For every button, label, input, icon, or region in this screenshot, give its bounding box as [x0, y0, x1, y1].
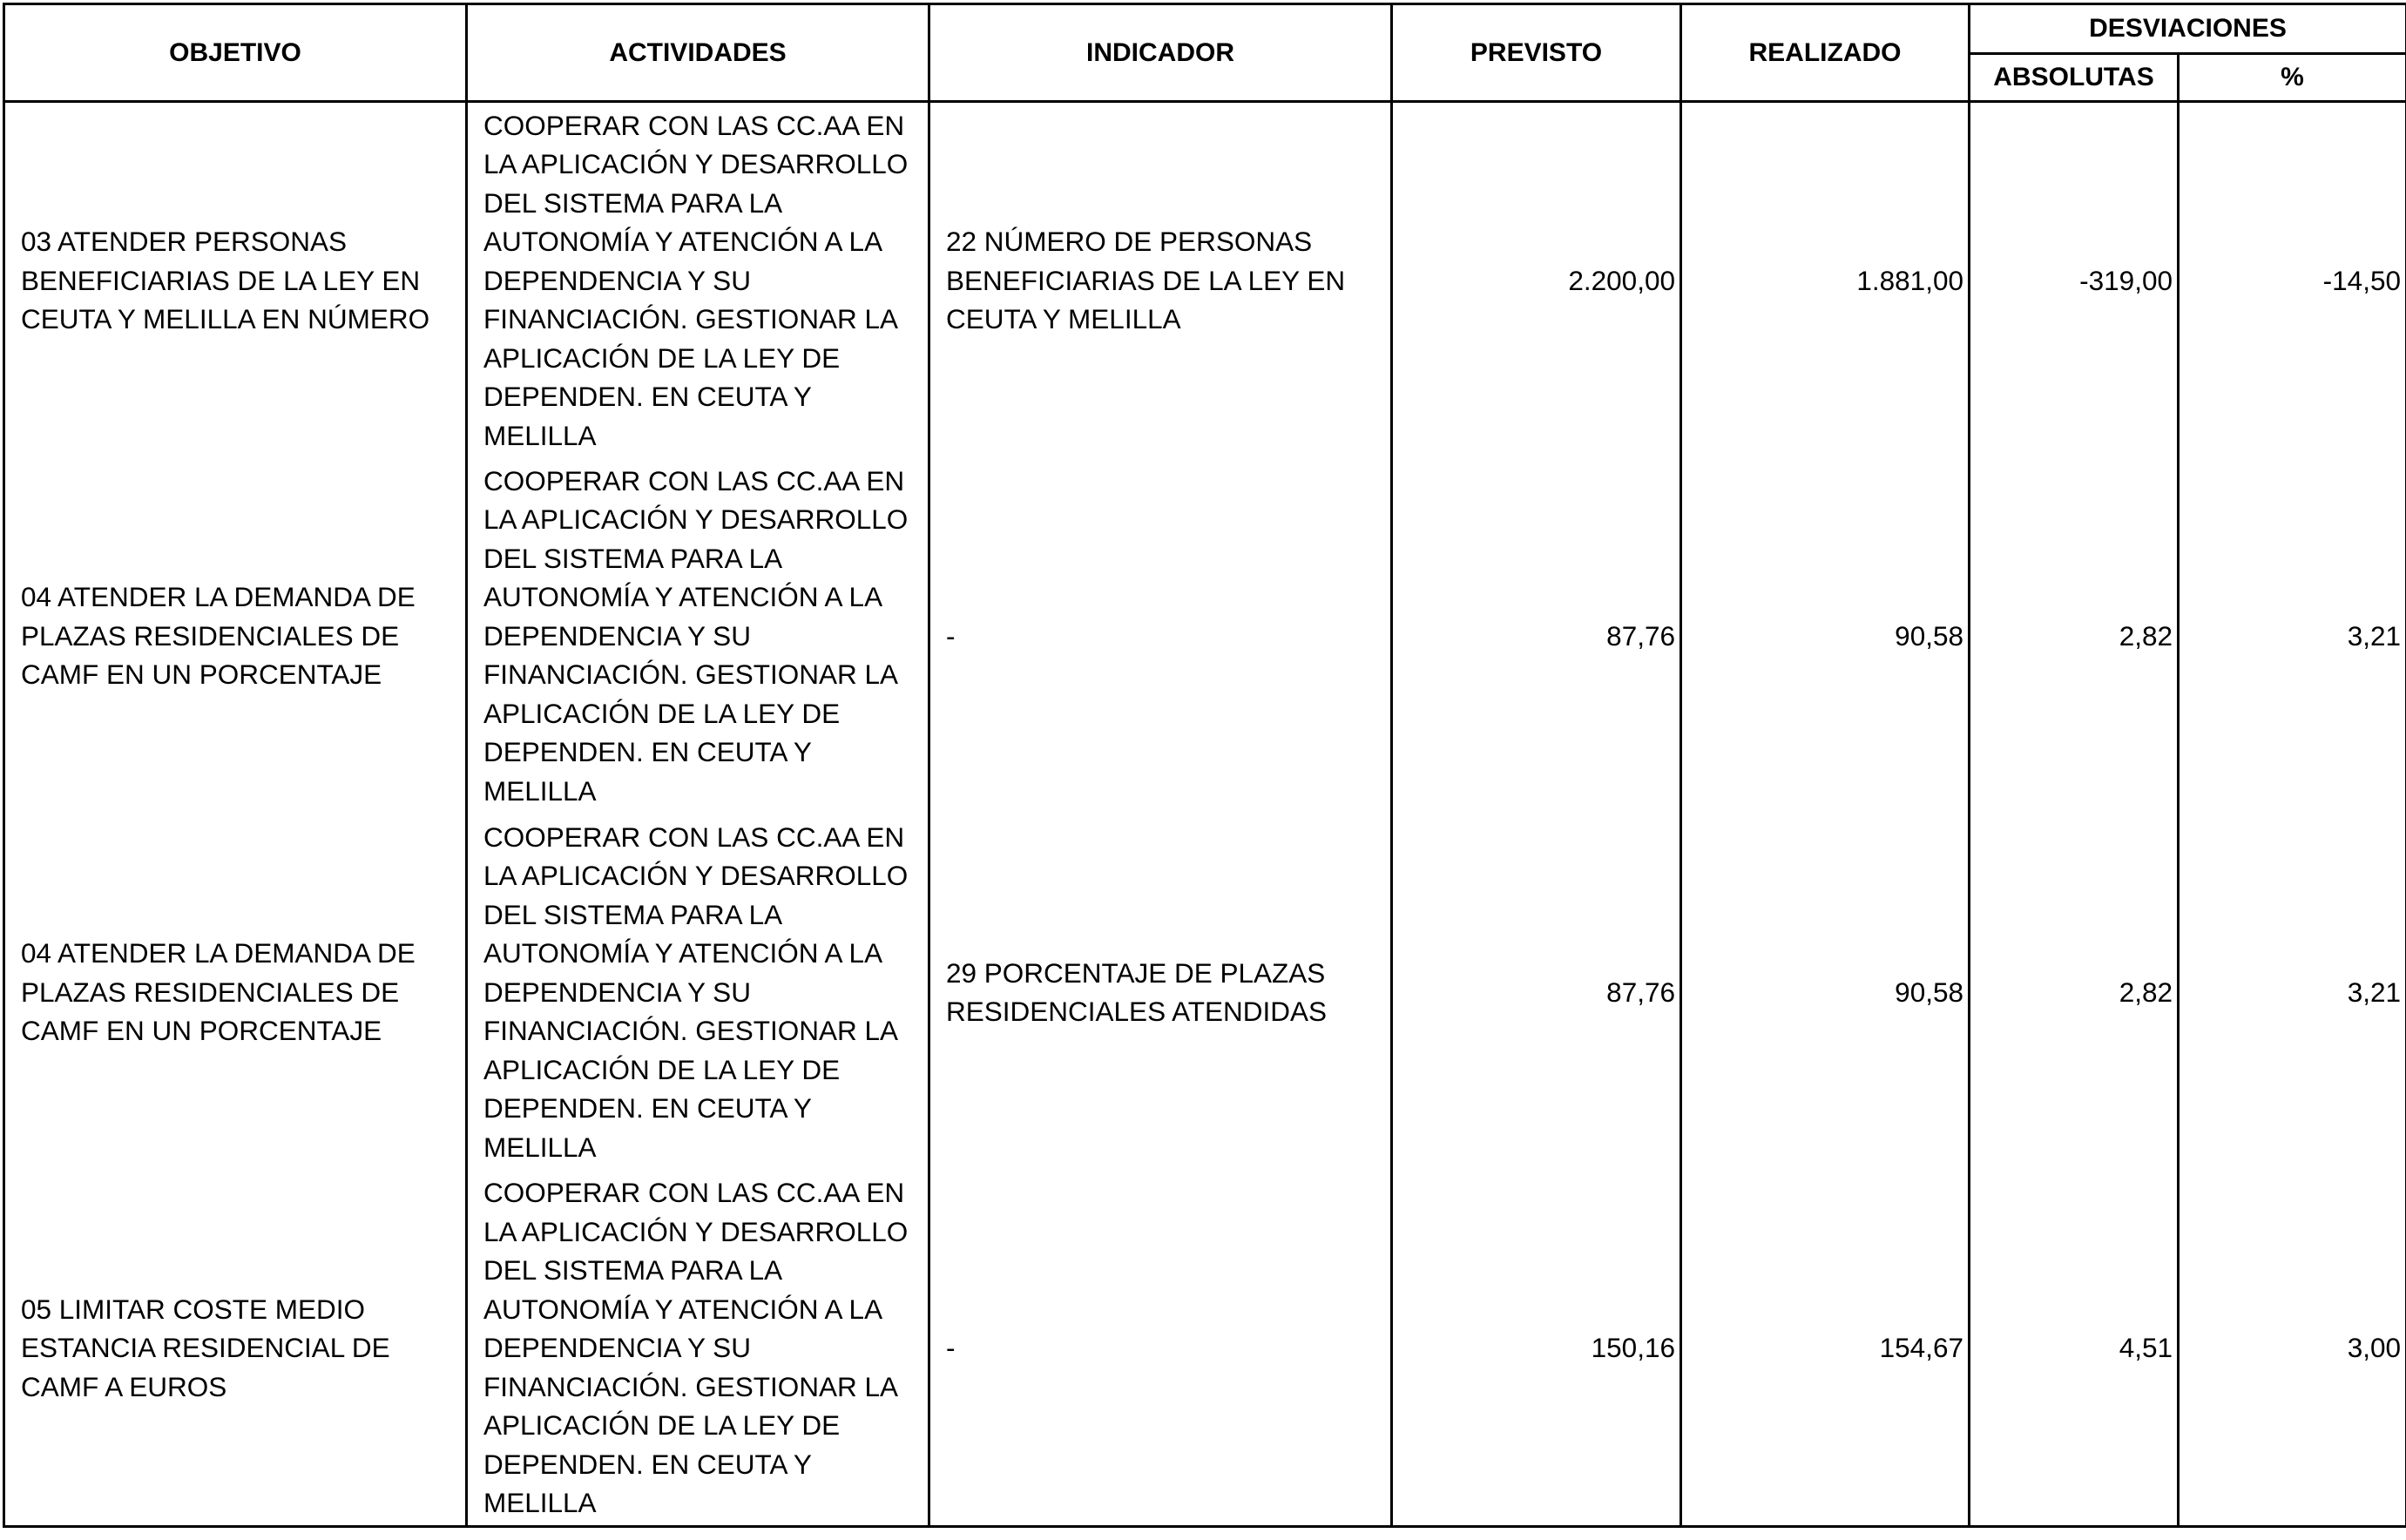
cell-objetivo: [4, 458, 467, 814]
cell-actividades: [467, 1171, 929, 1527]
cell-text-line: DEPENDEN. EN CEUTA Y: [483, 736, 812, 768]
cell-text-line: COOPERAR CON LAS CC.AA EN: [483, 109, 905, 141]
cell-text-line: AUTONOMÍA Y ATENCIÓN A LA: [483, 226, 883, 257]
cell-text-line: AUTONOMÍA Y ATENCIÓN A LA: [483, 581, 883, 613]
cell-absolutas: 2,82: [1970, 458, 2179, 814]
cell-text-line: FINANCIACIÓN. GESTIONAR LA: [483, 1015, 899, 1047]
cell-text-line: RESIDENCIALES ATENDIDAS: [946, 996, 1328, 1027]
cell-objetivo: [4, 814, 467, 1171]
cell-text-line: CAMF A EUROS: [21, 1370, 227, 1402]
cell-text-line: 03 ATENDER PERSONAS: [21, 226, 348, 257]
cell-text-line: 22 NÚMERO DE PERSONAS: [946, 226, 1313, 257]
cell-text-line: CEUTA Y MELILLA: [946, 303, 1181, 334]
cell-porcentaje: 3,00: [2179, 1171, 2406, 1527]
cell-indicador: [929, 814, 1392, 1171]
cell-objetivo: [4, 1171, 467, 1527]
cell-text-line: MELILLA: [483, 774, 597, 807]
header-objetivo: OBJETIVO: [4, 4, 467, 102]
cell-text-line: ESTANCIA RESIDENCIAL DE: [21, 1332, 390, 1363]
cell-realizado: 90,58: [1681, 458, 1970, 814]
header-indicador: INDICADOR: [929, 4, 1392, 102]
cell-text-line: LA APLICACIÓN Y DESARROLLO: [483, 1215, 909, 1247]
cell-text-line: PLAZAS RESIDENCIALES DE: [21, 976, 400, 1008]
cell-text-line: COOPERAR CON LAS CC.AA EN: [483, 464, 905, 496]
cell-text-line: LA APLICACIÓN Y DESARROLLO: [483, 503, 909, 536]
cell-text-line: AUTONOMÍA Y ATENCIÓN A LA: [483, 937, 883, 969]
header-previsto: PREVISTO: [1392, 4, 1681, 102]
cell-text-line: DEL SISTEMA PARA LA: [483, 542, 783, 574]
cell-text-line: MELILLA: [483, 419, 597, 451]
cell-text-line: DEPENDENCIA Y SU: [483, 264, 751, 296]
cell-text-line: 04 ATENDER LA DEMANDA DE: [21, 581, 416, 613]
cell-text-line: MELILLA: [483, 1487, 597, 1518]
cell-previsto: 87,76: [1392, 814, 1681, 1171]
cell-realizado: 90,58: [1681, 814, 1970, 1171]
header-absolutas: ABSOLUTAS: [1970, 54, 2179, 102]
cell-text-line: APLICACIÓN DE LA LEY DE: [483, 697, 841, 729]
cell-text-line: APLICACIÓN DE LA LEY DE: [483, 1409, 841, 1441]
cell-text-line: AUTONOMÍA Y ATENCIÓN A LA: [483, 1293, 883, 1325]
cell-text-line: LA APLICACIÓN Y DESARROLLO: [483, 148, 909, 179]
cell-text-line: PLAZAS RESIDENCIALES DE: [21, 619, 400, 652]
cell-text-line: CEUTA Y MELILLA EN NÚMERO: [21, 303, 430, 334]
cell-text-line: 29 PORCENTAJE DE PLAZAS: [946, 956, 1326, 989]
cell-absolutas: 4,51: [1970, 1171, 2179, 1527]
cell-text-line: 05 LIMITAR COSTE MEDIO: [21, 1293, 365, 1325]
cell-previsto: 2.200,00: [1392, 102, 1681, 458]
cell-text-line: -: [946, 619, 956, 652]
cell-text-line: DEPENDEN. EN CEUTA Y: [483, 1448, 812, 1480]
cell-actividades: [467, 458, 929, 814]
cell-indicador: [929, 1171, 1392, 1527]
cell-text-line: FINANCIACIÓN. GESTIONAR LA: [483, 659, 899, 691]
header-desviaciones: DESVIACIONES: [1970, 4, 2406, 54]
cell-realizado: 154,67: [1681, 1171, 1970, 1527]
header-realizado: REALIZADO: [1681, 4, 1970, 102]
cell-absolutas: -319,00: [1970, 102, 2179, 458]
table-row: [4, 814, 2406, 1171]
cell-text-line: BENEFICIARIAS DE LA LEY EN: [946, 264, 1346, 296]
cell-porcentaje: -14,50: [2179, 102, 2406, 458]
cell-text-line: CAMF EN UN PORCENTAJE: [21, 1015, 382, 1047]
cell-text-line: DEPENDEN. EN CEUTA Y: [483, 1092, 812, 1125]
table-row: [4, 1171, 2406, 1527]
cell-text-line: LA APLICACIÓN Y DESARROLLO: [483, 860, 909, 892]
cell-absolutas: 2,82: [1970, 814, 2179, 1171]
cell-realizado: 1.881,00: [1681, 102, 1970, 458]
cell-text-line: APLICACIÓN DE LA LEY DE: [483, 341, 841, 374]
cell-previsto: 150,16: [1392, 1171, 1681, 1527]
cell-text-line: DEL SISTEMA PARA LA: [483, 1254, 783, 1286]
cell-actividades: [467, 102, 929, 458]
cell-text-line: DEPENDENCIA Y SU: [483, 976, 751, 1008]
objectives-table-container: [3, 3, 2406, 1528]
cell-text-line: DEPENDEN. EN CEUTA Y: [483, 381, 812, 412]
cell-text-line: -: [946, 1332, 956, 1363]
cell-text-line: BENEFICIARIAS DE LA LEY EN: [21, 264, 421, 296]
table-header: [4, 4, 2406, 102]
cell-actividades: [467, 814, 929, 1171]
cell-previsto: 87,76: [1392, 458, 1681, 814]
cell-text-line: DEL SISTEMA PARA LA: [483, 186, 783, 219]
table-body: [4, 102, 2406, 1527]
cell-indicador: [929, 102, 1392, 458]
cell-text-line: DEPENDENCIA Y SU: [483, 1332, 751, 1363]
table-row: [4, 458, 2406, 814]
header-porcentaje: %: [2179, 54, 2406, 102]
cell-indicador: [929, 458, 1392, 814]
cell-objetivo: [4, 102, 467, 458]
header-actividades: ACTIVIDADES: [467, 4, 929, 102]
cell-text-line: FINANCIACIÓN. GESTIONAR LA: [483, 303, 899, 334]
table-row: [4, 102, 2406, 458]
cell-porcentaje: 3,21: [2179, 458, 2406, 814]
cell-text-line: CAMF EN UN PORCENTAJE: [21, 659, 382, 691]
cell-text-line: DEL SISTEMA PARA LA: [483, 898, 783, 930]
cell-text-line: COOPERAR CON LAS CC.AA EN: [483, 1177, 905, 1208]
cell-text-line: COOPERAR CON LAS CC.AA EN: [483, 821, 905, 853]
cell-text-line: FINANCIACIÓN. GESTIONAR LA: [483, 1370, 899, 1402]
cell-porcentaje: 3,21: [2179, 814, 2406, 1171]
objectives-table: [3, 3, 2406, 1528]
cell-text-line: APLICACIÓN DE LA LEY DE: [483, 1053, 841, 1085]
cell-text-line: DEPENDENCIA Y SU: [483, 619, 751, 652]
cell-text-line: MELILLA: [483, 1131, 597, 1163]
cell-text-line: 04 ATENDER LA DEMANDA DE: [21, 937, 416, 969]
